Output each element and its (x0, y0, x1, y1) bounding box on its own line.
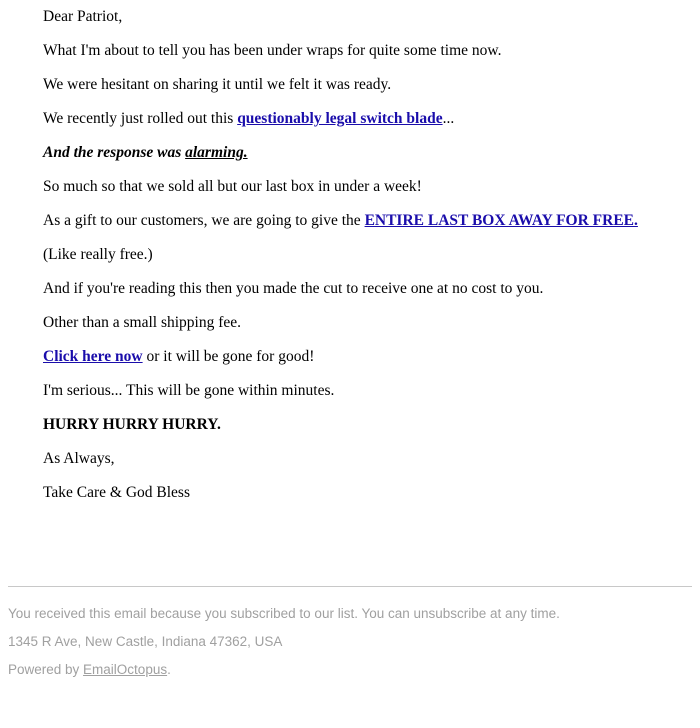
email-footer (8, 606, 692, 690)
closing: Take Care & God Bless (43, 484, 190, 501)
response-prefix: And the response was (43, 144, 186, 161)
paragraph-shipping-fee: Other than a small shipping fee. (43, 314, 242, 331)
paragraph-sold: So much so that we sold all but our last box in under a week! (43, 178, 422, 195)
powered-by (8, 662, 692, 678)
sign-off: As Always, (43, 450, 115, 467)
gift-prefix: As a gift to our customers, we are going to give the (43, 212, 365, 229)
paragraph-response (43, 144, 683, 162)
powered-by-suffix: . (167, 662, 171, 677)
paragraph-secret: What I'm about to tell you has been under wraps for quite some time now. (43, 42, 502, 59)
click-here-link[interactable]: Click here now (43, 348, 143, 365)
response-emphasis: alarming. (185, 144, 248, 161)
paragraph-serious: I'm serious... This will be gone within minutes. (43, 382, 335, 399)
greeting: Dear Patriot, (43, 8, 123, 25)
free-box-link[interactable]: ENTIRE LAST BOX AWAY FOR FREE. (364, 212, 638, 229)
paragraph-click-here (43, 348, 683, 366)
paragraph-gift (43, 212, 683, 230)
paragraph-really-free: (Like really free.) (43, 246, 153, 263)
paragraph-hurry: HURRY HURRY HURRY. (43, 416, 221, 433)
emailoctopus-link[interactable]: EmailOctopus (83, 662, 168, 677)
rolled-out-suffix: ... (442, 110, 455, 127)
click-here-suffix: or it will be gone for good! (142, 348, 315, 365)
paragraph-hesitant: We were hesitant on sharing it until we felt it was ready. (43, 76, 392, 93)
rolled-out-prefix: We recently just rolled out this (43, 110, 238, 127)
footer-divider (8, 586, 692, 587)
email-body (43, 8, 683, 518)
paragraph-rolled-out (43, 110, 683, 128)
paragraph-made-cut: And if you're reading this then you made the cut to receive one at no cost to you. (43, 280, 544, 297)
switch-blade-link[interactable]: questionably legal switch blade (237, 110, 443, 127)
subscribe-notice: You received this email because you subscribed to our list. You can unsubscribe at any time. (8, 606, 560, 621)
powered-by-prefix: Powered by (8, 662, 84, 677)
postal-address: 1345 R Ave, New Castle, Indiana 47362, USA (8, 634, 283, 649)
